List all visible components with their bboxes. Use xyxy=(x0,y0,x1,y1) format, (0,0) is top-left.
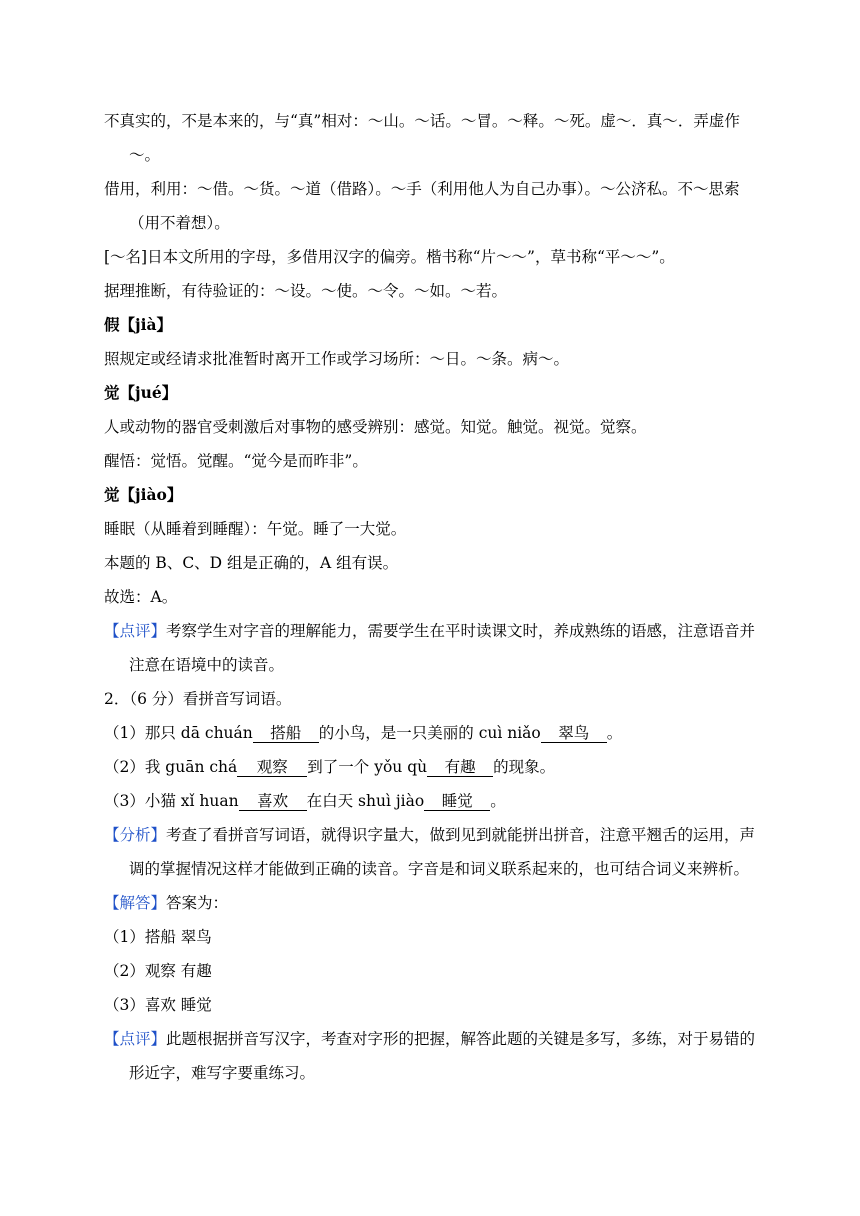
document-page xyxy=(104,104,764,1090)
comment-block xyxy=(104,1022,764,1090)
analysis-block xyxy=(104,818,764,886)
pronunciation-heading: 觉【jiào】 xyxy=(104,485,183,504)
choice-line: 故选：A。 xyxy=(104,588,178,606)
answer-blank: 翠鸟 xyxy=(541,724,607,743)
analysis-tag: 【分析】 xyxy=(104,826,167,844)
item-text: 我 guān chá xyxy=(144,758,238,776)
definition-line: 借用，利用：～借。～货。～道（借路）。～手（利用他人为自己办事）。～公济私。不～思索（用不着想）。 xyxy=(104,180,740,232)
question-title: 2．（6 分）看拼音写词语。 xyxy=(104,690,292,708)
answer-text: 答案为： xyxy=(166,894,229,912)
comment-text: 此题根据拼音写汉字，考查对字形的把握，解答此题的关键是多写，多练，对于易错的形近字，难写字要重练习。 xyxy=(129,1030,756,1082)
definition-line: 照规定或经请求批准暂时离开工作或学习场所：～日。～条。病～。 xyxy=(104,350,570,368)
item-text: 到了一个 yǒu qù xyxy=(307,758,428,776)
answer-tag: 【解答】 xyxy=(104,894,167,912)
definition-line: 不真实的，不是本来的，与“真”相对：～山。～话。～冒。～释。～死。虚～．真～．弄虚作～。 xyxy=(104,112,740,164)
question-item xyxy=(104,716,764,750)
comment-tag: 【点评】 xyxy=(104,1030,167,1048)
comment-text: 考察学生对字音的理解能力，需要学生在平时读课文时，养成熟练的语感，注意语音并注意在语境中的读音。 xyxy=(129,622,756,674)
definition-line: [～名]日本文所用的字母，多借用汉字的偏旁。楷书称“片～～”，草书称“平～～”。 xyxy=(104,248,675,266)
answer-block xyxy=(104,886,764,920)
item-text: 在白天 shuì jiào xyxy=(306,792,425,810)
item-text: 的小鸟，是一只美丽的 cuì niǎo xyxy=(318,724,541,742)
answer-line: （3）喜欢 睡觉 xyxy=(104,996,212,1014)
definition-line: 睡眠（从睡着到睡醒）：午觉。睡了一大觉。 xyxy=(104,520,407,538)
answer-blank: 喜欢 xyxy=(239,792,307,811)
item-text: 的现象。 xyxy=(493,758,556,776)
pronunciation-heading: 觉【jué】 xyxy=(104,383,178,402)
item-text: 小猫 xǐ huan xyxy=(144,792,239,810)
answer-line: （2）观察 有趣 xyxy=(104,962,212,980)
pronunciation-heading: 假【jià】 xyxy=(104,315,173,334)
answer-blank: 观察 xyxy=(237,758,307,777)
item-number: （3） xyxy=(104,792,145,810)
item-number: （1） xyxy=(104,724,145,742)
definition-line: 醒悟：觉悟。觉醒。“觉今是而昨非”。 xyxy=(104,452,368,470)
item-text: 那只 dā chuán xyxy=(144,724,253,742)
question-item xyxy=(104,784,764,818)
comment-tag: 【点评】 xyxy=(104,622,167,640)
item-number: （2） xyxy=(104,758,145,776)
item-text: 。 xyxy=(490,792,506,810)
item-text: 。 xyxy=(606,724,623,742)
question-item xyxy=(104,750,764,784)
answer-blank: 搭船 xyxy=(253,724,319,743)
definition-line: 据理推断，有待验证的：～设。～使。～令。～如。～若。 xyxy=(104,282,508,300)
conclusion-line: 本题的 B、C、D 组是正确的，A 组有误。 xyxy=(104,554,399,572)
answer-blank: 睡觉 xyxy=(424,792,490,811)
definition-line: 人或动物的器官受刺激后对事物的感受辨别：感觉。知觉。触觉。视觉。觉察。 xyxy=(104,418,647,436)
answer-line: （1）搭船 翠鸟 xyxy=(104,928,212,946)
answer-blank: 有趣 xyxy=(427,758,493,777)
analysis-text: 考查了看拼音写词语，就得识字量大，做到见到就能拼出拼音，注意平翘舌的运用，声调的掌握情况这样才能做到正确的读音。字音是和词义联系起来的，也可结合词义来辨析。 xyxy=(129,826,756,878)
comment-block xyxy=(104,614,764,682)
